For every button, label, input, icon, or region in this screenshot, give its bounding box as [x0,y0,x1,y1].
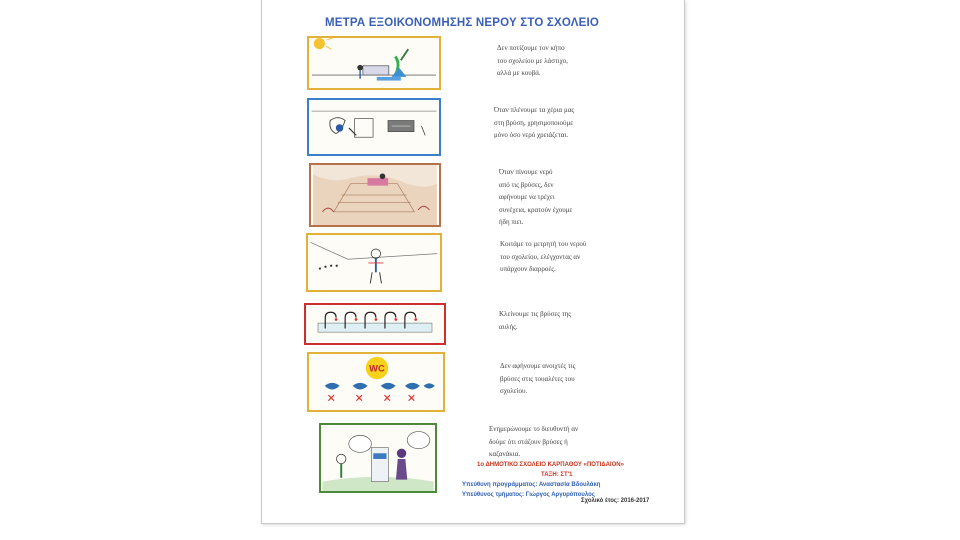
illustration-wc-taps [307,352,445,412]
caption-6 [500,360,575,398]
caption-6-line-1: Δεν αφήνουμε ανοιχτές τις [500,362,576,370]
illustration-inform-principal [319,423,437,493]
caption-3-line-4: συνέχεια, κρατούν έχουμε [499,205,573,214]
caption-1-line-1: Δεν ποτίζουμε τον κήπο [497,44,565,52]
caption-3-line-5: ήδη πιει. [499,218,524,226]
caption-7-line-2: δούμε ότι στάζουν βρύσες ή [489,437,568,446]
caption-5-line-2: αυλής. [499,322,518,331]
caption-4 [500,238,586,276]
drawing-water-meter [308,235,440,290]
caption-2-line-2: στη βρύση, χρησιμοποιούμε [494,118,574,127]
illustration-yard-taps [304,303,446,345]
caption-2-line-3: μόνο όσο νερό χρειάζεται. [494,131,569,139]
drawing-drinking-fountain [311,165,439,225]
caption-3-line-3: αφήνουμε να τρέχει [499,193,555,201]
footer-teacher-1: Υπεύθυνη προγράμματος: Αναστασία Βδουλάκη [462,482,601,488]
caption-4-line-3: υπάρχουν διαρροές. [500,265,556,273]
drawing-yard-taps [306,305,444,343]
caption-5-line-1: Κλείνουμε τις βρύσες της [499,310,572,318]
caption-3-line-1: Όταν πίνουμε νερό [499,168,553,176]
drawing-garden-watering [309,38,439,88]
caption-7 [489,423,578,461]
illustration-garden-watering [307,36,441,90]
caption-4-line-2: του σχολείου, ελέγχοντας αν [500,252,581,261]
caption-3-line-2: από τις βρύσες, δεν [499,180,554,189]
footer-teacher-2: Υπεύθυνος τμήματος: Γιώργος Αργυρόπουλος [462,492,595,498]
caption-2-line-1: Όταν πλένουμε τα χέρια μας [494,106,575,114]
illustration-drinking-fountain [309,163,441,227]
drawing-wc-taps [309,354,443,410]
caption-3 [499,166,572,229]
caption-1-line-2: του σχολείου με λάστιχο, [497,56,568,65]
caption-6-line-2: βρύσες στις τουαλέτες του [500,374,575,383]
footer-class: ΤΑΞΗ: ΣΤ'1 [541,472,573,478]
drawing-hand-washing [309,100,439,154]
caption-5 [499,308,571,333]
caption-4-line-1: Κοιτάμε το μετρητή του νερού [500,240,587,248]
caption-1 [497,42,568,80]
caption-7-line-1: Ενημερώνουμε το διευθυντή αν [489,425,579,433]
document-title: ΜΕΤΡΑ ΕΞΟΙΚΟΝΟΜΗΣΗΣ ΝΕΡΟΥ ΣΤΟ ΣΧΟΛΕΙΟ [324,17,600,29]
footer-year: Σχολικό έτος: 2016-2017 [581,498,650,504]
wc-sign-label: WC [369,363,385,374]
caption-7-line-3: καζανάκια. [489,450,521,458]
illustration-water-meter [306,233,442,292]
drawing-inform-principal [321,425,435,491]
caption-6-line-3: σχολείου. [500,387,528,395]
illustration-hand-washing [307,98,441,156]
caption-1-line-3: αλλά με κουβά. [497,69,541,77]
footer-school: 1ο ΔΗΜΟΤΙΚΟ ΣΧΟΛΕΙΟ ΚΑΡΠΑΘΟΥ «ΠΟΤΙΔΑΙΟΝ» [477,462,624,468]
caption-2 [494,104,574,142]
